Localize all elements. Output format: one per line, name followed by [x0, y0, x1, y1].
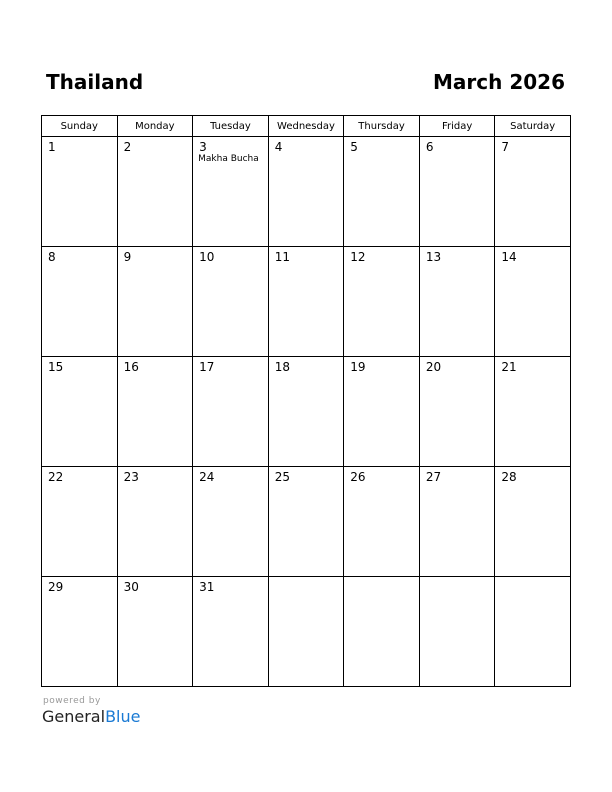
weekday-wednesday: Wednesday [268, 116, 344, 137]
footer-branding [42, 696, 140, 727]
day-cell [193, 247, 269, 357]
brand-general: General [42, 707, 106, 726]
day-cell [344, 137, 420, 247]
generalblue-logo[interactable] [42, 707, 140, 727]
day-number: 28 [501, 470, 517, 484]
week-row-5 [42, 577, 571, 687]
day-number: 23 [123, 470, 139, 484]
weekday-sunday: Sunday [42, 116, 118, 137]
day-cell [193, 357, 269, 467]
day-number: 31 [199, 580, 215, 594]
day-cell [419, 467, 495, 577]
holiday-label: Makha Bucha [198, 154, 259, 164]
day-number: 29 [48, 580, 64, 594]
weekday-thursday: Thursday [344, 116, 420, 137]
weekday-header-row [42, 116, 571, 137]
day-cell [495, 467, 571, 577]
day-number: 11 [274, 250, 290, 264]
day-cell [495, 577, 571, 687]
day-cell [117, 577, 193, 687]
day-cell [42, 357, 118, 467]
day-cell [268, 357, 344, 467]
day-number: 22 [48, 470, 64, 484]
day-number: 8 [48, 250, 56, 264]
day-number: 20 [425, 360, 442, 374]
day-number: 21 [501, 360, 517, 374]
day-number: 7 [501, 140, 510, 154]
brand-blue: Blue [105, 707, 141, 726]
day-number: 17 [199, 360, 215, 374]
day-cell [42, 137, 118, 247]
day-number: 10 [199, 250, 215, 264]
calendar-grid [41, 115, 571, 687]
day-cell [193, 577, 269, 687]
day-number: 24 [199, 470, 215, 484]
day-cell [344, 467, 420, 577]
country-title: Thailand [46, 70, 144, 94]
powered-by-text: powered by [43, 696, 101, 706]
day-cell [495, 357, 571, 467]
week-row-3 [42, 357, 571, 467]
day-cell [419, 577, 495, 687]
day-cell [117, 247, 193, 357]
day-number: 15 [48, 360, 64, 374]
day-number [269, 577, 344, 580]
day-cell [344, 247, 420, 357]
day-number: 9 [123, 250, 132, 264]
day-number [420, 577, 495, 580]
week-row-4 [42, 467, 571, 577]
week-row-1 [42, 137, 571, 247]
weekday-tuesday: Tuesday [193, 116, 269, 137]
day-number: 26 [350, 470, 366, 484]
day-cell [268, 137, 344, 247]
day-number: 18 [274, 360, 290, 374]
day-number: 25 [274, 470, 290, 484]
day-number: 16 [123, 360, 139, 374]
day-cell [42, 467, 118, 577]
week-row-2 [42, 247, 571, 357]
day-number: 3 [199, 140, 207, 154]
day-number [495, 577, 570, 580]
day-cell [268, 247, 344, 357]
day-cell [193, 467, 269, 577]
day-cell [268, 577, 344, 687]
day-cell [117, 137, 193, 247]
day-number: 12 [350, 250, 366, 264]
day-cell [268, 467, 344, 577]
day-cell [117, 467, 193, 577]
weekday-monday: Monday [117, 116, 193, 137]
day-number: 14 [501, 250, 517, 264]
day-cell [193, 137, 269, 247]
day-cell [419, 247, 495, 357]
day-number: 30 [123, 580, 139, 594]
day-cell [42, 577, 118, 687]
day-number: 1 [48, 140, 56, 154]
day-cell [117, 357, 193, 467]
day-cell [344, 577, 420, 687]
day-number: 27 [425, 470, 442, 484]
day-number: 2 [123, 140, 132, 154]
day-cell [42, 247, 118, 357]
month-year-title: March 2026 [433, 70, 565, 94]
day-number: 19 [350, 360, 366, 374]
day-cell [495, 137, 571, 247]
day-cell [419, 137, 495, 247]
day-number: 13 [425, 250, 442, 264]
calendar-header [41, 70, 570, 98]
day-number: 6 [425, 140, 434, 154]
day-cell [419, 357, 495, 467]
day-number [344, 577, 419, 580]
day-number: 4 [274, 140, 283, 154]
day-cell [495, 247, 571, 357]
weekday-saturday: Saturday [495, 116, 571, 137]
weekday-friday: Friday [419, 116, 495, 137]
day-cell [344, 357, 420, 467]
day-number: 5 [350, 140, 358, 154]
